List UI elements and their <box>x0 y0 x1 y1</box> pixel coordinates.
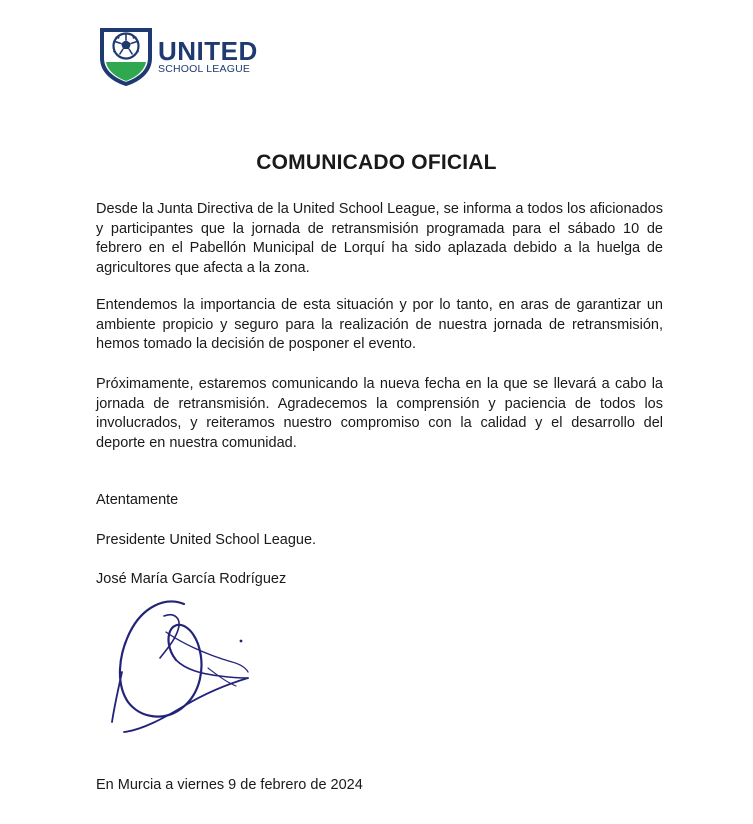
closing-salutation: Atentamente <box>96 492 179 508</box>
handwritten-signature-icon <box>108 598 288 738</box>
soccer-shield-icon <box>96 24 156 86</box>
paragraph-1: Desde la Junta Directiva de la United School League, se informa a todos los aficionados y participantes que la jornada de retransmisión programada para el sábado 10 de febrero en el Pabellón Municipal de Lorquí ha sido aplazada debido a la huelga de agricultores que afecta a la zona. <box>96 201 663 276</box>
signer-name: José María García Rodríguez <box>96 571 287 587</box>
league-logo <box>96 24 266 88</box>
place-and-date: En Murcia a viernes 9 de febrero de 2024 <box>96 777 363 793</box>
logo-subtitle: SCHOOL LEAGUE <box>158 63 251 75</box>
logo-wordmark <box>158 38 258 75</box>
document-title: COMUNICADO OFICIAL <box>256 151 497 174</box>
paragraph-2: Entendemos la importancia de esta situación y por lo tanto, en aras de garantizar un ambiente propicio y seguro para la realización de nuestra jornada de retransmisión, hemos tomado la decisión de posponer el evento. <box>96 297 663 352</box>
logo-name: UNITED <box>158 36 258 66</box>
paragraph-3: Próximamente, estaremos comunicando la nueva fecha en la que se llevará a cabo la jornada de retransmisión. Agradecemos la comprensión y paciencia de todos los involucrados, y reiteramos nuestro compromiso con la calidad y el desarrollo del deporte en nuestra comunidad. <box>96 376 663 451</box>
signer-title: Presidente United School League. <box>96 532 317 548</box>
